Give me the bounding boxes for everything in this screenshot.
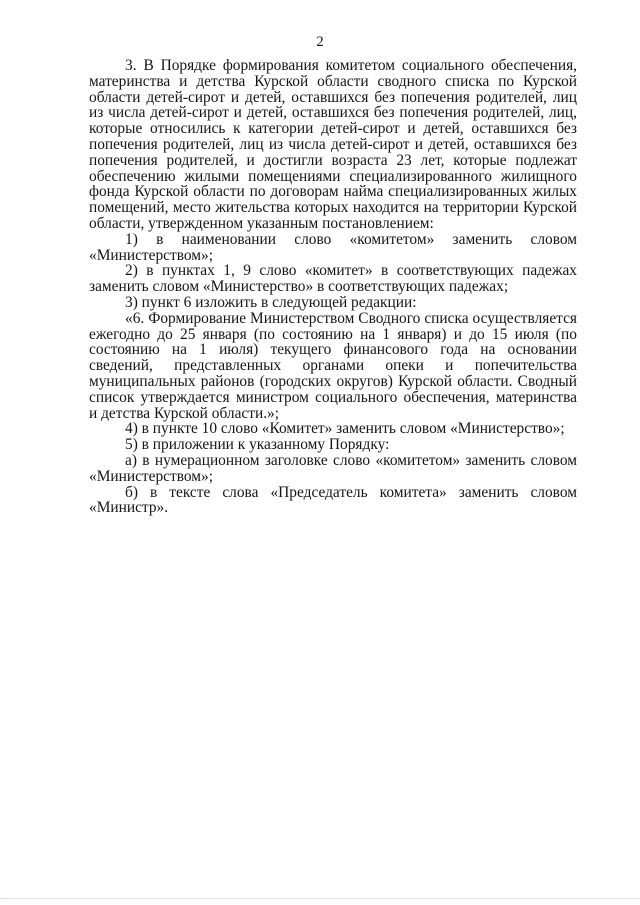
document-body bbox=[89, 58, 577, 516]
page-number: 2 bbox=[316, 34, 324, 50]
paragraph-subitem-1: 1) в наименовании слово «комитетом» заменить словом «Министерством»; bbox=[89, 230, 577, 264]
paragraph-subitem-a: а) в нумерационном заголовке слово «комитетом» заменить словом «Министерством»; bbox=[89, 451, 577, 485]
paragraph-subitem-5: 5) в приложении к указанному Порядку: bbox=[125, 436, 390, 454]
paragraph-subitem-2: 2) в пунктах 1, 9 слово «комитет» в соответствующих падежах заменить словом «Министерство» в соответствующих падежах; bbox=[89, 262, 577, 296]
scan-edge-line bbox=[0, 898, 640, 899]
paragraph-subitem-4: 4) в пункте 10 слово «Комитет» заменить словом «Министерство»; bbox=[125, 420, 565, 438]
paragraph-subitem-b: б) в тексте слова «Председатель комитета» заменить словом «Министр». bbox=[89, 483, 577, 517]
paragraph-subitem-3: 3) пункт 6 изложить в следующей редакции: bbox=[125, 293, 417, 311]
paragraph-quoted-point-6: «6. Формирование Министерством Сводного списка осуществляется ежегодно до 25 января (по состоянию на 1 января) и до 15 июля (по состоянию на 1 июля) текущего финансового года на основании сведений, представленных органами опеки и попечительства муниципальных районов (городских округов) Курской области. Сводный список утверждается министром социального обеспечения, материнства и детства Курской области.»; bbox=[89, 309, 577, 422]
paragraph-item-3: 3. В Порядке формирования комитетом социального обеспечения, материнства и детства Курской области сводного списка по Курской области детей-сирот и детей, оставшихся без попечения родителей, лиц из числа детей-сирот и детей, оставшихся без попечения родителей, лиц, которые относились к категории детей-сирот и детей, оставшихся без попечения родителей, лиц из числа детей-сирот и детей, оставшихся без попечения родителей, и достигли возраста 23 лет, которые подлежат обеспечению жилыми помещениями специализированного жилищного фонда Курской области по договорам найма специализированных жилых помещений, место жительства которых находится на территории Курской области, утвержденном указанным постановлением: bbox=[89, 57, 577, 232]
